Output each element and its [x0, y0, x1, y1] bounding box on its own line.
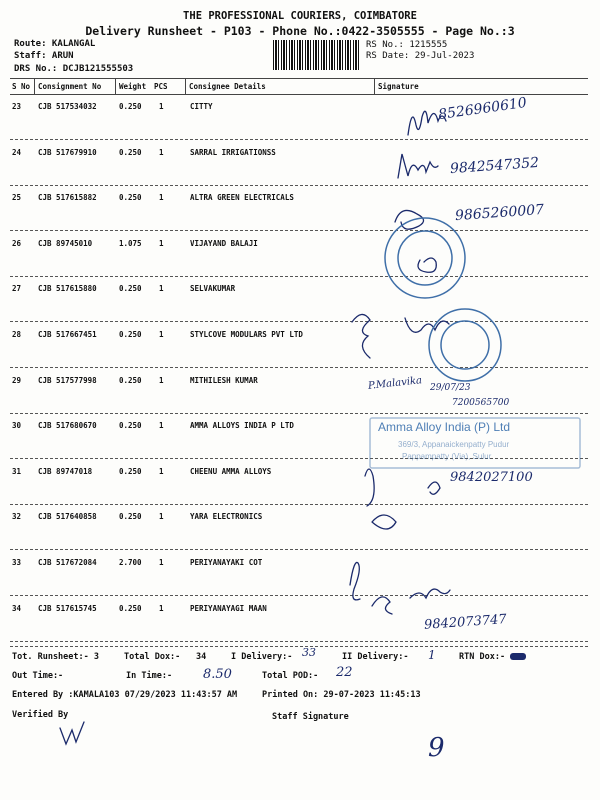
- cell-sno: 33: [12, 558, 22, 567]
- amma-stamp-line3: Pappampatty (Via), Sulur: [402, 452, 492, 461]
- cell-consignee: STYLCOVE MODULARS PVT LTD: [190, 330, 303, 339]
- entered-by: Entered By :KAMALA103 07/29/2023 11:43:57 AM: [12, 690, 238, 700]
- phone-23: 8526960610: [437, 94, 528, 124]
- cell-consignee: CITTY: [190, 102, 213, 111]
- col-pcs: PCS: [154, 82, 168, 91]
- signature-26: [418, 258, 436, 272]
- i-delivery-label: I Delivery:-: [231, 652, 293, 662]
- cell-consignee: PERIYANAYAKI COT: [190, 558, 263, 567]
- cell-consignee: AMMA ALLOYS INDIA P LTD: [190, 421, 294, 431]
- cell-consignment: CJB 517640858: [38, 512, 97, 522]
- cell-weight: 2.700: [119, 558, 142, 567]
- verified-by-label: Verified By: [12, 710, 69, 720]
- cell-pcs: 1: [159, 238, 164, 248]
- cell-sno: 28: [12, 330, 22, 339]
- cell-pcs: 1: [159, 512, 164, 522]
- cell-weight: 0.250: [119, 147, 142, 157]
- cell-weight: 0.250: [119, 102, 142, 111]
- cell-pcs: 1: [159, 375, 164, 385]
- cell-consignment: CJB 517667451: [38, 330, 97, 339]
- signature-32: [372, 515, 396, 529]
- amma-stamp-line2: 369/3, Appanaickenpatty Pudur: [398, 440, 510, 449]
- cell-consignee: ALTRA GREEN ELECTRICALS: [190, 193, 294, 203]
- tot-runsheet: Tot. Runsheet:- 3: [12, 652, 99, 662]
- total-dox-label: Total Dox:-: [124, 652, 181, 662]
- cell-weight: 0.250: [119, 603, 142, 613]
- col-weight: Weight: [119, 82, 147, 91]
- cell-consignee: VIJAYAND BALAJI: [190, 238, 258, 248]
- company-stamp-2: [429, 309, 501, 381]
- cell-consignee: PERIYANAYAGI MAAN: [190, 603, 267, 613]
- in-time-value: 8.50: [203, 667, 232, 682]
- in-time-label: In Time:-: [126, 671, 173, 681]
- cell-sno: 27: [12, 284, 22, 294]
- signature-27-28: [352, 314, 449, 358]
- phone-24: 9842547352: [449, 154, 540, 178]
- printed-on: Printed On: 29-07-2023 11:45:13: [262, 690, 421, 700]
- cell-consignment: CJB 89745010: [38, 238, 93, 248]
- ii-delivery-value: 1: [428, 648, 436, 662]
- runsheet-subtitle: Delivery Runsheet - P103 - Phone No.:0422-3505555 - Page No.:3: [85, 24, 515, 38]
- signature-25: [395, 210, 424, 229]
- cell-consignment: CJB 517615745: [38, 603, 97, 613]
- page-mark: 9: [428, 733, 445, 763]
- cell-pcs: 1: [159, 466, 164, 476]
- cell-sno: 30: [12, 421, 22, 431]
- cell-sno: 25: [12, 193, 22, 203]
- cell-pcs: 1: [159, 558, 164, 567]
- signature-24: [398, 154, 438, 178]
- cell-consignee: SELVAKUMAR: [190, 284, 236, 294]
- note-29-date: 29/07/23: [430, 383, 471, 393]
- cell-sno: 26: [12, 238, 22, 248]
- cell-pcs: 1: [159, 102, 164, 111]
- staff-signature-label: Staff Signature: [272, 712, 349, 722]
- total-pod-value: 22: [336, 665, 353, 680]
- rtn-dox-scribble: [510, 653, 526, 660]
- cell-sno: 31: [12, 466, 22, 476]
- cell-sno: 34: [12, 603, 22, 613]
- cell-weight: 0.250: [119, 512, 142, 522]
- cell-weight: 0.250: [119, 193, 142, 203]
- cell-consignment: CJB 517680670: [38, 421, 97, 431]
- cell-consignment: CJB 517615882: [38, 193, 97, 203]
- col-signature: Signature: [378, 82, 419, 91]
- cell-weight: 0.250: [119, 421, 142, 431]
- total-pod-label: Total POD:-: [262, 671, 319, 681]
- amma-stamp-line1: Amma Alloy India (P) Ltd: [378, 420, 511, 434]
- signature-34: [372, 589, 450, 614]
- cell-weight: 0.250: [119, 375, 142, 385]
- phone-31: 9842027100: [450, 470, 533, 485]
- col-consignee: Consignee Details: [189, 82, 266, 91]
- cell-sno: 32: [12, 512, 22, 522]
- ii-delivery-label: II Delivery:-: [342, 652, 409, 662]
- out-time-label: Out Time:-: [12, 671, 64, 681]
- cell-consignee: SARRAL IRRIGATIONSS: [190, 147, 276, 157]
- cell-consignee: CHEENU AMMA ALLOYS: [190, 466, 272, 476]
- cell-pcs: 1: [159, 421, 164, 431]
- signature-31: [365, 469, 440, 506]
- staff-label: Staff: ARUN: [14, 51, 74, 61]
- col-consignment: Consignment No: [38, 82, 102, 91]
- verified-signature: [60, 722, 84, 744]
- cell-pcs: 1: [159, 147, 164, 157]
- signature-33: [350, 562, 360, 599]
- cell-consignment: CJB 517679910: [38, 147, 97, 157]
- cell-pcs: 1: [159, 193, 164, 203]
- cell-consignment: CJB 89747018: [38, 466, 93, 476]
- drs-number: DRS No.: DCJB121555503: [14, 64, 134, 74]
- col-sno: S No: [12, 82, 31, 91]
- route-label: Route: KALANGAL: [14, 39, 96, 49]
- cell-pcs: 1: [159, 284, 164, 294]
- total-dox-value: 34: [196, 652, 207, 662]
- company-stamp-1: [385, 218, 465, 298]
- rtn-dox-label: RTN Dox:-: [459, 652, 506, 662]
- cell-weight: 1.075: [119, 238, 142, 248]
- cell-sno: 23: [12, 102, 22, 111]
- rs-number: RS No.: 1215555: [366, 40, 448, 50]
- footer-rule: [10, 646, 588, 647]
- cell-sno: 29: [12, 375, 22, 385]
- cell-consignment: CJB 517534032: [38, 102, 97, 111]
- phone-25: 9865260007: [454, 201, 545, 225]
- cell-weight: 0.250: [119, 284, 142, 294]
- cell-sno: 24: [12, 147, 22, 157]
- note-29-name: P.Malavika: [367, 375, 423, 392]
- phone-34: 9842073747: [423, 612, 508, 633]
- i-delivery-value: 33: [302, 646, 316, 659]
- company-title: THE PROFESSIONAL COURIERS, COIMBATORE: [183, 10, 417, 22]
- cell-consignee: MITHILESH KUMAR: [190, 375, 258, 385]
- cell-consignee: YARA ELECTRONICS: [190, 512, 263, 522]
- rs-date: RS Date: 29-Jul-2023: [366, 51, 475, 61]
- cell-consignment: CJB 517615880: [38, 284, 97, 294]
- cell-weight: 0.250: [119, 330, 142, 339]
- cell-weight: 0.250: [119, 466, 142, 476]
- cell-consignment: CJB 517672084: [38, 558, 97, 567]
- cell-pcs: 1: [159, 330, 164, 339]
- cell-consignment: CJB 517577998: [38, 375, 97, 385]
- note-29-phone: 7200565700: [452, 398, 510, 408]
- cell-pcs: 1: [159, 603, 164, 613]
